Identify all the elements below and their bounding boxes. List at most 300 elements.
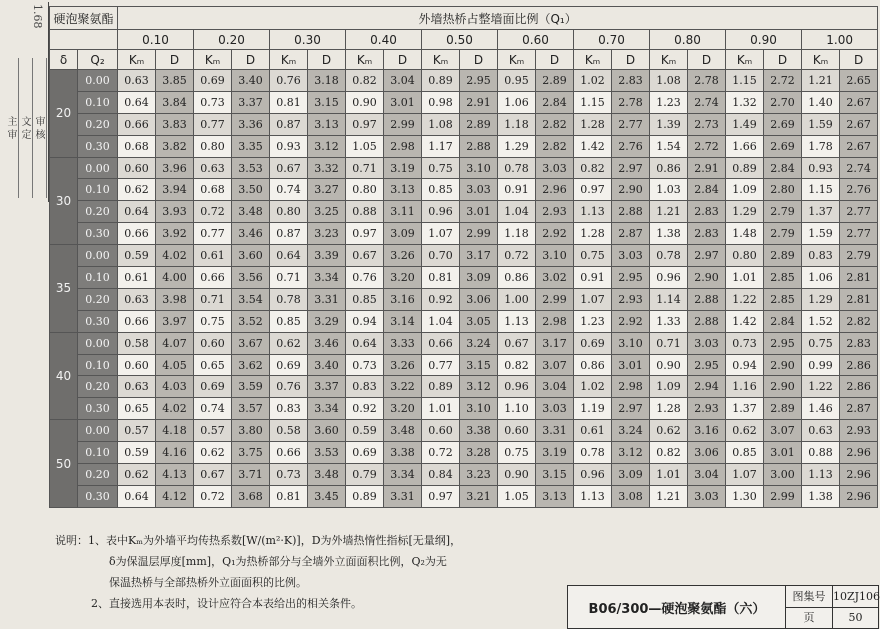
- km-value-cell: 0.93: [802, 157, 840, 179]
- d-value-cell: 2.89: [460, 113, 498, 135]
- km-value-cell: 0.74: [194, 398, 232, 420]
- km-value-cell: 0.69: [270, 354, 308, 376]
- km-value-cell: 0.88: [802, 442, 840, 464]
- table-row: [50, 376, 878, 398]
- km-value-cell: 0.77: [194, 223, 232, 245]
- km-value-cell: 0.59: [118, 245, 156, 267]
- km-value-cell: 1.15: [802, 179, 840, 201]
- d-value-cell: 2.99: [764, 485, 802, 507]
- km-value-cell: 1.23: [574, 310, 612, 332]
- q2-cell: 0.20: [78, 201, 118, 223]
- d-header: D: [536, 50, 574, 70]
- table-row: [50, 354, 878, 376]
- d-value-cell: 2.81: [840, 288, 878, 310]
- km-value-cell: 0.81: [422, 267, 460, 289]
- ratio-header: 0.20: [194, 30, 270, 50]
- km-value-cell: 1.42: [574, 135, 612, 157]
- d-value-cell: 3.04: [384, 70, 422, 92]
- q2-header: Q₂: [78, 50, 118, 70]
- ratio-header: 0.60: [498, 30, 574, 50]
- km-value-cell: 0.63: [802, 420, 840, 442]
- d-value-cell: 3.01: [612, 354, 650, 376]
- ratio-header: 0.10: [118, 30, 194, 50]
- d-value-cell: 3.40: [232, 70, 270, 92]
- km-value-cell: 1.59: [802, 113, 840, 135]
- d-value-cell: 2.65: [840, 70, 878, 92]
- km-value-cell: 1.08: [422, 113, 460, 135]
- km-value-cell: 0.76: [270, 70, 308, 92]
- d-value-cell: 2.95: [460, 70, 498, 92]
- km-value-cell: 0.60: [498, 420, 536, 442]
- km-header: Kₘ: [346, 50, 384, 70]
- km-value-cell: 0.67: [270, 157, 308, 179]
- km-value-cell: 0.78: [650, 245, 688, 267]
- sidebar-col: 审 核: [32, 58, 47, 198]
- km-value-cell: 0.81: [270, 485, 308, 507]
- d-value-cell: 3.23: [308, 223, 346, 245]
- q2-cell: 0.00: [78, 70, 118, 92]
- km-value-cell: 0.60: [118, 354, 156, 376]
- d-value-cell: 2.83: [688, 201, 726, 223]
- d-value-cell: 2.88: [688, 288, 726, 310]
- d-value-cell: 3.56: [232, 267, 270, 289]
- d-value-cell: 3.53: [232, 157, 270, 179]
- d-value-cell: 3.93: [156, 201, 194, 223]
- d-value-cell: 2.80: [764, 179, 802, 201]
- km-value-cell: 0.82: [346, 70, 384, 92]
- q2-cell: 0.30: [78, 223, 118, 245]
- atlas-label: 图集号: [786, 586, 833, 607]
- km-value-cell: 0.99: [802, 354, 840, 376]
- thickness-cell: 40: [50, 332, 78, 420]
- d-value-cell: 3.10: [460, 398, 498, 420]
- d-header: D: [688, 50, 726, 70]
- km-value-cell: 1.37: [802, 201, 840, 223]
- d-value-cell: 3.71: [232, 464, 270, 486]
- d-value-cell: 2.83: [612, 70, 650, 92]
- km-value-cell: 1.01: [422, 398, 460, 420]
- km-value-cell: 0.75: [194, 310, 232, 332]
- km-value-cell: 0.80: [194, 135, 232, 157]
- km-value-cell: 0.85: [346, 288, 384, 310]
- d-value-cell: 2.93: [536, 201, 574, 223]
- d-value-cell: 2.86: [840, 354, 878, 376]
- d-value-cell: 2.88: [612, 201, 650, 223]
- d-value-cell: 2.76: [840, 179, 878, 201]
- d-value-cell: 3.82: [156, 135, 194, 157]
- q2-cell: 0.20: [78, 113, 118, 135]
- d-value-cell: 3.96: [156, 157, 194, 179]
- q2-cell: 0.20: [78, 288, 118, 310]
- d-value-cell: 3.34: [308, 267, 346, 289]
- km-value-cell: 0.61: [194, 245, 232, 267]
- d-value-cell: 3.85: [156, 70, 194, 92]
- d-header: D: [308, 50, 346, 70]
- km-value-cell: 1.32: [726, 91, 764, 113]
- d-value-cell: 2.99: [536, 288, 574, 310]
- km-value-cell: 1.09: [650, 376, 688, 398]
- table-row: [50, 179, 878, 201]
- d-header: D: [384, 50, 422, 70]
- table-row: [50, 135, 878, 157]
- km-header: Kₘ: [422, 50, 460, 70]
- km-value-cell: 0.57: [194, 420, 232, 442]
- km-value-cell: 0.66: [422, 332, 460, 354]
- km-value-cell: 0.71: [194, 288, 232, 310]
- d-value-cell: 3.24: [612, 420, 650, 442]
- d-value-cell: 2.82: [840, 310, 878, 332]
- d-value-cell: 3.00: [764, 464, 802, 486]
- d-value-cell: 3.04: [688, 464, 726, 486]
- d-value-cell: 3.19: [384, 157, 422, 179]
- d-value-cell: 2.89: [536, 70, 574, 92]
- km-value-cell: 0.66: [118, 310, 156, 332]
- km-value-cell: 1.49: [726, 113, 764, 135]
- thickness-cell: 30: [50, 157, 78, 245]
- d-value-cell: 2.88: [460, 135, 498, 157]
- km-value-cell: 0.60: [194, 332, 232, 354]
- km-header: Kₘ: [194, 50, 232, 70]
- d-value-cell: 3.10: [612, 332, 650, 354]
- d-value-cell: 3.07: [764, 420, 802, 442]
- d-value-cell: 2.96: [840, 464, 878, 486]
- km-value-cell: 0.62: [270, 332, 308, 354]
- km-value-cell: 0.72: [422, 442, 460, 464]
- d-value-cell: 2.92: [612, 310, 650, 332]
- d-value-cell: 3.13: [308, 113, 346, 135]
- d-value-cell: 2.83: [688, 223, 726, 245]
- km-value-cell: 0.90: [346, 91, 384, 113]
- km-value-cell: 0.67: [498, 332, 536, 354]
- km-value-cell: 1.59: [802, 223, 840, 245]
- km-value-cell: 0.73: [346, 354, 384, 376]
- d-value-cell: 4.03: [156, 376, 194, 398]
- km-value-cell: 1.05: [346, 135, 384, 157]
- page-number: 50: [848, 611, 863, 624]
- km-value-cell: 0.72: [194, 201, 232, 223]
- d-value-cell: 3.92: [156, 223, 194, 245]
- sidebar-col: 文 定: [18, 58, 33, 198]
- km-value-cell: 0.83: [346, 376, 384, 398]
- d-value-cell: 3.03: [688, 332, 726, 354]
- d-value-cell: 3.09: [612, 464, 650, 486]
- d-value-cell: 2.91: [460, 91, 498, 113]
- table-row: [50, 70, 878, 92]
- d-value-cell: 2.87: [612, 223, 650, 245]
- d-value-cell: 4.02: [156, 398, 194, 420]
- km-value-cell: 0.61: [574, 420, 612, 442]
- km-value-cell: 0.75: [422, 157, 460, 179]
- d-value-cell: 3.07: [536, 354, 574, 376]
- km-value-cell: 1.10: [498, 398, 536, 420]
- d-value-cell: 3.05: [460, 310, 498, 332]
- km-value-cell: 1.01: [650, 464, 688, 486]
- d-value-cell: 3.46: [308, 332, 346, 354]
- km-value-cell: 0.60: [422, 420, 460, 442]
- km-value-cell: 1.29: [498, 135, 536, 157]
- delta-header: δ: [50, 50, 78, 70]
- q2-cell: 0.00: [78, 157, 118, 179]
- km-value-cell: 0.63: [118, 288, 156, 310]
- km-value-cell: 1.54: [650, 135, 688, 157]
- km-value-cell: 0.96: [422, 201, 460, 223]
- km-value-cell: 1.02: [574, 376, 612, 398]
- q2-cell: 0.20: [78, 464, 118, 486]
- km-value-cell: 0.68: [194, 179, 232, 201]
- d-value-cell: 3.97: [156, 310, 194, 332]
- km-value-cell: 1.07: [726, 464, 764, 486]
- km-value-cell: 0.89: [422, 70, 460, 92]
- km-value-cell: 0.63: [194, 157, 232, 179]
- km-value-cell: 0.85: [422, 179, 460, 201]
- d-value-cell: 2.93: [612, 288, 650, 310]
- d-value-cell: 3.37: [232, 91, 270, 113]
- d-value-cell: 2.96: [840, 485, 878, 507]
- d-value-cell: 3.01: [384, 91, 422, 113]
- d-header: D: [840, 50, 878, 70]
- km-value-cell: 0.64: [118, 201, 156, 223]
- km-value-cell: 0.90: [650, 354, 688, 376]
- d-value-cell: 3.16: [384, 288, 422, 310]
- km-value-cell: 0.73: [194, 91, 232, 113]
- d-value-cell: 3.48: [384, 420, 422, 442]
- km-value-cell: 0.83: [802, 245, 840, 267]
- km-value-cell: 0.72: [194, 485, 232, 507]
- d-value-cell: 2.96: [536, 179, 574, 201]
- d-value-cell: 2.99: [384, 113, 422, 135]
- thickness-cell: 20: [50, 70, 78, 158]
- km-value-cell: 0.97: [346, 223, 384, 245]
- d-value-cell: 4.07: [156, 332, 194, 354]
- d-value-cell: 3.06: [688, 442, 726, 464]
- km-value-cell: 0.71: [346, 157, 384, 179]
- table-row: [50, 157, 878, 179]
- km-value-cell: 0.69: [194, 376, 232, 398]
- drawing-title: B06/300—硬泡聚氨酯（六）: [567, 585, 786, 629]
- d-value-cell: 4.05: [156, 354, 194, 376]
- d-value-cell: 2.67: [840, 135, 878, 157]
- km-value-cell: 0.79: [346, 464, 384, 486]
- km-value-cell: 0.67: [194, 464, 232, 486]
- km-value-cell: 1.13: [574, 201, 612, 223]
- d-value-cell: 3.38: [384, 442, 422, 464]
- d-value-cell: 3.20: [384, 398, 422, 420]
- q2-cell: 0.00: [78, 420, 118, 442]
- title-block-meta: [785, 585, 879, 629]
- d-value-cell: 3.32: [308, 157, 346, 179]
- ratio-header: 0.30: [270, 30, 346, 50]
- corner-header: 硬泡聚氨酯: [50, 7, 118, 30]
- d-value-cell: 3.17: [460, 245, 498, 267]
- d-value-cell: 2.94: [688, 376, 726, 398]
- d-value-cell: 3.19: [536, 442, 574, 464]
- d-value-cell: 3.67: [232, 332, 270, 354]
- d-value-cell: 3.20: [384, 267, 422, 289]
- d-value-cell: 3.10: [536, 245, 574, 267]
- d-value-cell: 3.54: [232, 288, 270, 310]
- d-value-cell: 2.97: [612, 398, 650, 420]
- table-row: [50, 464, 878, 486]
- km-value-cell: 1.38: [802, 485, 840, 507]
- km-value-cell: 0.92: [346, 398, 384, 420]
- thermal-data-table: [49, 6, 878, 508]
- km-value-cell: 0.73: [270, 464, 308, 486]
- d-value-cell: 2.79: [840, 245, 878, 267]
- d-value-cell: 2.89: [764, 245, 802, 267]
- blank-header-cell: [50, 30, 118, 50]
- table-row: [50, 442, 878, 464]
- km-value-cell: 0.70: [422, 245, 460, 267]
- q2-cell: 0.30: [78, 135, 118, 157]
- km-value-cell: 0.87: [270, 113, 308, 135]
- d-header: D: [460, 50, 498, 70]
- table-row: [50, 245, 878, 267]
- d-value-cell: 2.78: [612, 91, 650, 113]
- d-value-cell: 2.67: [840, 91, 878, 113]
- km-value-cell: 1.18: [498, 113, 536, 135]
- km-value-cell: 0.63: [118, 70, 156, 92]
- km-value-cell: 1.33: [650, 310, 688, 332]
- ratio-header: 0.90: [726, 30, 802, 50]
- km-value-cell: 0.75: [802, 332, 840, 354]
- km-value-cell: 0.95: [498, 70, 536, 92]
- km-value-cell: 1.06: [498, 91, 536, 113]
- km-value-cell: 1.09: [726, 179, 764, 201]
- km-value-cell: 1.42: [726, 310, 764, 332]
- km-value-cell: 1.07: [422, 223, 460, 245]
- d-value-cell: 3.52: [232, 310, 270, 332]
- km-value-cell: 1.29: [802, 288, 840, 310]
- km-header: Kₘ: [498, 50, 536, 70]
- d-value-cell: 3.10: [460, 157, 498, 179]
- d-value-cell: 3.13: [384, 179, 422, 201]
- d-value-cell: 2.79: [764, 201, 802, 223]
- km-value-cell: 1.08: [650, 70, 688, 92]
- d-value-cell: 3.25: [308, 201, 346, 223]
- km-value-cell: 0.66: [270, 442, 308, 464]
- d-value-cell: 3.29: [308, 310, 346, 332]
- d-header: D: [612, 50, 650, 70]
- d-value-cell: 3.35: [232, 135, 270, 157]
- d-value-cell: 2.85: [764, 267, 802, 289]
- km-value-cell: 0.58: [118, 332, 156, 354]
- d-value-cell: 2.90: [764, 354, 802, 376]
- d-value-cell: 3.48: [308, 464, 346, 486]
- d-value-cell: 2.87: [840, 398, 878, 420]
- km-value-cell: 0.96: [574, 464, 612, 486]
- d-value-cell: 2.85: [764, 288, 802, 310]
- d-value-cell: 4.02: [156, 245, 194, 267]
- d-value-cell: 3.80: [232, 420, 270, 442]
- ratio-header: 0.50: [422, 30, 498, 50]
- km-value-cell: 0.86: [574, 354, 612, 376]
- km-value-cell: 1.04: [498, 201, 536, 223]
- km-header: Kₘ: [574, 50, 612, 70]
- km-value-cell: 1.21: [802, 70, 840, 92]
- d-value-cell: 3.60: [232, 245, 270, 267]
- km-value-cell: 1.21: [650, 485, 688, 507]
- d-value-cell: 2.83: [840, 332, 878, 354]
- km-value-cell: 0.71: [270, 267, 308, 289]
- d-header: D: [156, 50, 194, 70]
- km-value-cell: 1.19: [574, 398, 612, 420]
- d-value-cell: 2.90: [688, 267, 726, 289]
- km-value-cell: 1.52: [802, 310, 840, 332]
- d-value-cell: 3.15: [308, 91, 346, 113]
- km-value-cell: 0.64: [346, 332, 384, 354]
- km-value-cell: 0.76: [270, 376, 308, 398]
- d-value-cell: 3.40: [308, 354, 346, 376]
- km-value-cell: 1.13: [574, 485, 612, 507]
- thickness-cell: 35: [50, 245, 78, 333]
- d-value-cell: 3.27: [308, 179, 346, 201]
- km-value-cell: 0.80: [726, 245, 764, 267]
- d-value-cell: 3.15: [460, 354, 498, 376]
- d-value-cell: 3.02: [536, 267, 574, 289]
- km-value-cell: 1.21: [650, 201, 688, 223]
- km-header: Kₘ: [118, 50, 156, 70]
- km-value-cell: 0.72: [498, 245, 536, 267]
- km-header: Kₘ: [802, 50, 840, 70]
- km-value-cell: 1.28: [650, 398, 688, 420]
- d-value-cell: 3.11: [384, 201, 422, 223]
- km-value-cell: 1.39: [650, 113, 688, 135]
- d-value-cell: 3.22: [384, 376, 422, 398]
- q2-cell: 0.10: [78, 179, 118, 201]
- km-value-cell: 0.89: [726, 157, 764, 179]
- km-value-cell: 1.23: [650, 91, 688, 113]
- km-value-cell: 0.85: [726, 442, 764, 464]
- d-value-cell: 3.01: [764, 442, 802, 464]
- km-value-cell: 0.97: [422, 485, 460, 507]
- d-value-cell: 3.09: [384, 223, 422, 245]
- km-value-cell: 1.28: [574, 113, 612, 135]
- km-value-cell: 1.02: [574, 70, 612, 92]
- d-value-cell: 2.74: [688, 91, 726, 113]
- km-value-cell: 0.94: [726, 354, 764, 376]
- d-value-cell: 3.34: [308, 398, 346, 420]
- sidebar-col: 主 审: [4, 58, 19, 198]
- d-value-cell: 3.57: [232, 398, 270, 420]
- km-value-cell: 0.86: [498, 267, 536, 289]
- km-value-cell: 0.92: [422, 288, 460, 310]
- km-header: Kₘ: [650, 50, 688, 70]
- q2-cell: 0.30: [78, 485, 118, 507]
- d-value-cell: 3.84: [156, 91, 194, 113]
- km-value-cell: 0.62: [650, 420, 688, 442]
- km-value-cell: 1.78: [802, 135, 840, 157]
- d-value-cell: 2.77: [840, 201, 878, 223]
- d-value-cell: 3.94: [156, 179, 194, 201]
- km-value-cell: 1.03: [650, 179, 688, 201]
- d-value-cell: 2.88: [688, 310, 726, 332]
- km-value-cell: 0.96: [650, 267, 688, 289]
- table-row: [50, 267, 878, 289]
- table-row: [50, 201, 878, 223]
- d-value-cell: 3.09: [460, 267, 498, 289]
- ratio-header: 0.40: [346, 30, 422, 50]
- atlas-number: 10ZJ106: [833, 590, 880, 603]
- d-value-cell: 3.03: [688, 485, 726, 507]
- km-value-cell: 1.17: [422, 135, 460, 157]
- d-value-cell: 2.72: [688, 135, 726, 157]
- d-value-cell: 3.03: [536, 398, 574, 420]
- d-value-cell: 3.17: [536, 332, 574, 354]
- km-value-cell: 0.60: [118, 157, 156, 179]
- note-line: 保温热桥与全部热桥外立面面积的比例。: [109, 576, 307, 589]
- note-line: 说明：1、表中Kₘ为外墙平均传热系数[W/(m²·K)]，D为外墙热惰性指标[无量纲]，: [55, 534, 462, 547]
- km-value-cell: 0.63: [118, 376, 156, 398]
